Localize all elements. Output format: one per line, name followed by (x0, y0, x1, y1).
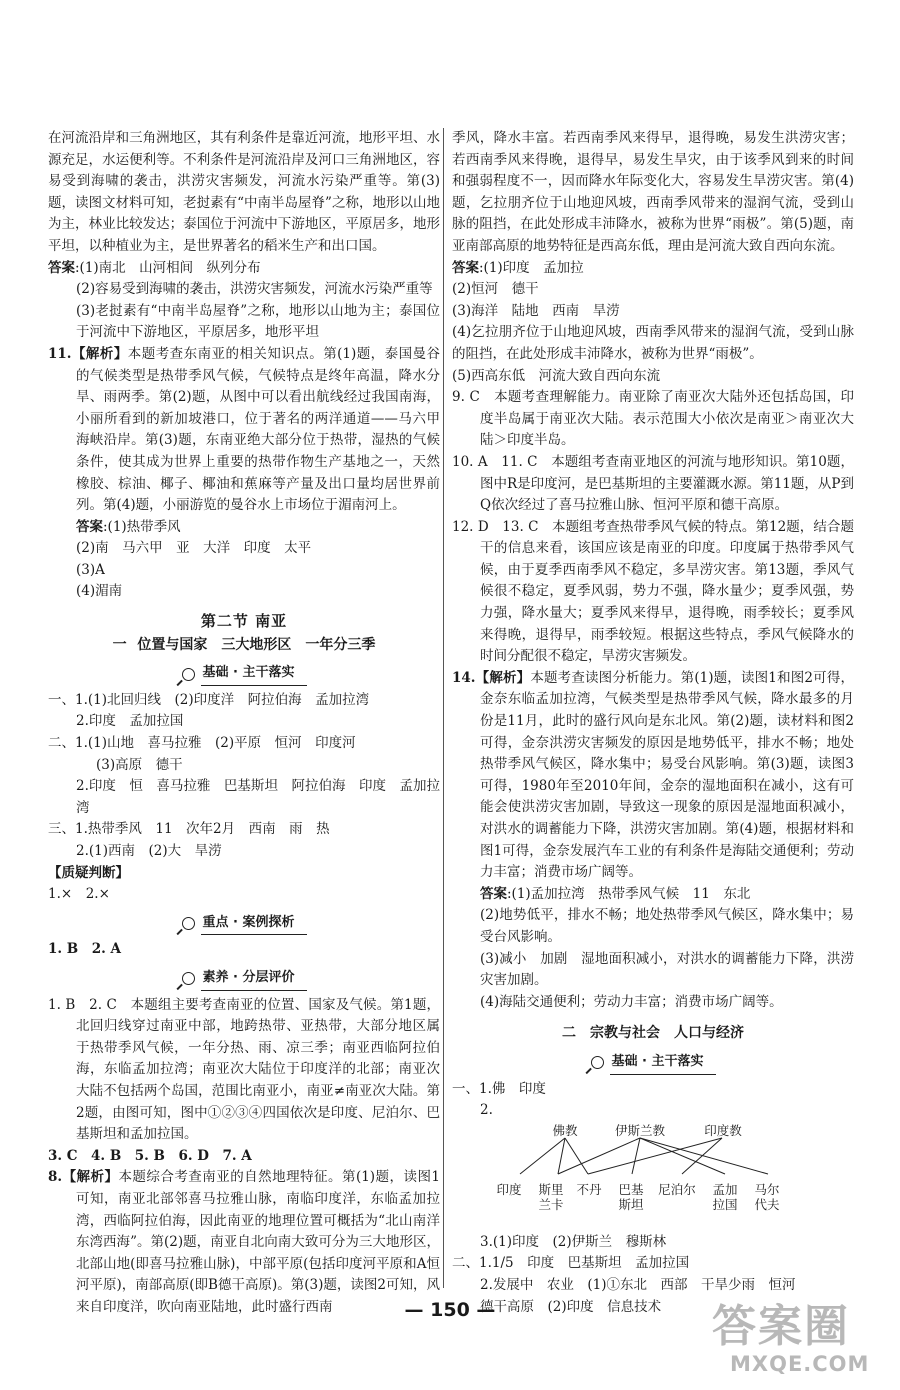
band-label: 素养 · 分层评价 (201, 967, 307, 991)
answer-block (48, 258, 440, 280)
answer-label: 答案 (48, 259, 75, 276)
answer-block (452, 884, 854, 906)
continued-paragraph: 季风，降水丰富。若西南季风来得早，退得晚，易发生洪涝灾害；若西南季风来得晚，退得早，易发生旱灾，由于该季风到来的时间和强弱程度不一，因而降水年际变化大，容易发生旱涝灾害。第(4)题，乞拉朋齐位于山地迎风坡，西南季风带来的湿润气流，受到山脉的阻挡，在此处形成丰沛降水，被称为世界“雨极”。第(5)题，南亚南部高原的地势特征是西高东低，理由是河流大致自西向东流。 (452, 130, 854, 254)
magnifier-icon (182, 972, 195, 985)
answer-line: (2)地势低平，排水不畅；地处热带季风气候区，降水集中；易受台风影响。 (480, 907, 854, 945)
religion-country-diagram (452, 1122, 854, 1230)
question-number: 11. (48, 345, 72, 362)
question-8 (48, 1167, 440, 1318)
answer-line: :(1)南北 山河相间 纵列分布 (75, 259, 261, 276)
diagram-lines (452, 1122, 854, 1230)
watermark-text: 答案圈 (712, 1301, 850, 1352)
judge-label: 【质疑判断】 (48, 864, 129, 881)
country-sri-lanka: 斯里兰卡 (538, 1181, 564, 1212)
answer-line: (2)南 马六甲 亚 大洋 印度 太平 (76, 540, 312, 557)
answer-line: (5)西高东低 河流大致自西向东流 (452, 367, 661, 384)
answer-line: :(1)印度 孟加拉 (479, 259, 584, 276)
basic-line: 3.(1)印度 (2)伊斯兰 穆斯林 (480, 1233, 667, 1250)
section-band-basic (452, 1051, 854, 1075)
left-column (48, 128, 440, 1318)
magnifier-icon (182, 917, 195, 930)
answer-line: (4)海陆交通便利；劳动力丰富；消费市场广阔等。 (480, 993, 783, 1010)
religion-hinduism: 印度教 (704, 1122, 742, 1138)
basic-line: 三、1.热带季风 11 次年2月 西南 雨 热 (48, 821, 330, 838)
analysis-tag: 【解析】 (71, 345, 128, 362)
question-9: 9. C 本题考查理解能力。南亚除了南亚次大陆外还包括岛国，印度半岛属于南亚次大陆。表示范围大小依次是南亚＞南亚次大陆＞印度半岛。 (452, 389, 854, 449)
page-number: — 150 — (404, 1299, 496, 1321)
country-india: 印度 (496, 1181, 522, 1197)
country-nepal: 尼泊尔 (658, 1181, 696, 1197)
answer-label: 答案 (480, 885, 507, 902)
answer-line: (3)海洋 陆地 西南 旱涝 (452, 302, 620, 319)
country-maldives: 马尔代夫 (754, 1181, 780, 1212)
analysis-tag: 【解析】 (475, 669, 531, 686)
answer-line: (2)恒河 德干 (452, 281, 539, 298)
basic-line: 一、1.(1)北回归线 (2)印度洋 阿拉伯海 孟加拉湾 (48, 691, 370, 708)
band-label: 重点 · 案例探析 (201, 912, 307, 936)
basic-line: 德干高原 (2)印度 信息技术 (480, 1298, 662, 1315)
question-12-13: 12. D 13. C 本题组考查热带季风气候的特点。第12题，结合题干的信息来看，该国应该是南亚的印度。印度属于热带季风气候，由于夏季西南季风不稳定，多旱涝灾害。第13题，季风气候很不稳定，夏季风弱，势力不强，降水量少；夏季风强，势力强，降水量大；夏季风来得早，退得晚，雨季较长；夏季风来得晚，退得早，雨季较短。根据这些特点，季风气候降水的时间分配很不稳定，旱涝灾害频发。 (452, 518, 854, 665)
basic-line: 2.发展中 农业 (1)①东北 西部 干旱少雨 恒河 (480, 1276, 796, 1293)
country-pakistan: 巴基斯坦 (618, 1181, 644, 1212)
intro-paragraph: 在河流沿岸和三角洲地区，其有利条件是靠近河流，地形平坦、水源充足，水运便利等。不利条件是河流沿岸及河口三角洲地区，容易受到海啸的袭击，洪涝灾害频发，河流水污染严重等。第(3)题，读图文材料可知，老挝素有“中南半岛屋脊”之称，地形以山地为主，林业比较发达；泰国位于河流中下游地区，平原居多，地形平坦，以种植业为主，是世界著名的稻米生产和出口国。 (48, 130, 440, 254)
analysis-text: 本题考查读图分析能力。第(1)题，读图1和图2可得，金奈东临孟加拉湾，气候类型是热带季风气候，降水最多的月份是11月，此时的盛行风向是东北风。第(2)题，读材料和图2可得，金奈洪涝灾害频发的原因是地势低平，排水不畅；地处热带季风气候区，降水集中；易受台风影响。第(3)题，读图3可得，1980年至2010年间，金奈的湿地面积在减小，这有可能会使洪涝灾害加剧，导致这一现象的原因是湿地面积减小，对洪水的调蓄能力下降，洪涝灾害加剧。第(4)题，根据材料和图1可得，金奈发展汽车工业的有利条件是海陆交通便利；劳动力丰富；消费市场广阔等。 (480, 669, 854, 881)
analysis-text: 本题综合考查南亚的自然地理特征。第(1)题，读图1可知，南亚北部邻喜马拉雅山脉，南临印度洋，东临孟加拉湾，西临阿拉伯海，因此南亚的地理位置可概括为“北山南洋东湾西海”。第(2)题，南亚自北向南大致可分为三大地形区，北部山地(即喜马拉雅山脉)，中部平原(包括印度河平原和A恒河平原)，南部高原(即B德干高原)。第(3)题，读图2可知，风来自印度洋，吹向南亚陆地，此时盛行西南 (76, 1169, 441, 1315)
right-column (452, 128, 854, 1318)
section-band-case (48, 912, 440, 936)
magnifier-icon (591, 1056, 604, 1069)
basic-line: 2.印度 恒 喜马拉雅 巴基斯坦 阿拉伯海 印度 孟加拉湾 (76, 778, 440, 816)
religion-islam: 伊斯兰教 (614, 1122, 665, 1138)
question-number: 8. (48, 1169, 63, 1186)
country-bangladesh: 孟加拉国 (712, 1181, 738, 1212)
analysis-tag: 【解析】 (62, 1169, 119, 1186)
watermark-logo (712, 1302, 882, 1384)
answer-line: (4)乞拉朋齐位于山地迎风坡，西南季风带来的湿润气流，受到山脉的阻挡，在此处形成丰沛降水，被称为世界“雨极”。 (452, 324, 854, 362)
basic-line: (3)高原 德干 (96, 756, 183, 773)
basic-line: 一、1.佛 印度 (452, 1080, 546, 1097)
magnifier-icon (182, 668, 195, 681)
analysis-text: 本题考查东南亚的相关知识点。第(1)题，泰国曼谷的气候类型是热带季风气候，气候特点是终年高温，降水分旱、雨两季。第(2)题，从图中可以看出航线经过我国南海，小丽所看到的新加坡港口，位于著名的两洋通道——马六甲海峡沿岸。第(3)题，东南亚绝大部分位于热带，湿热的气候条件，使其成为世界上重要的热带作物生产基地之一，天然橡胶、棕油、椰子、椰油和蕉麻等产量及出口量均居世界前列。第(4)题，小丽游览的曼谷水上市场位于湄南河上。 (76, 345, 441, 514)
band-label: 基础 · 主干落实 (610, 1051, 716, 1075)
subsection-title: 一 位置与国家 三大地形区 一年分三季 (112, 636, 376, 653)
basic-line: 二、1.(1)山地 喜马拉雅 (2)平原 恒河 印度河 (48, 735, 356, 752)
answer-label: 答案 (452, 259, 479, 276)
answer-label: 答案 (76, 518, 103, 535)
question-10-11: 10. A 11. C 本题组考查南亚地区的河流与地形知识。第10题，图中R是印度河，是巴基斯坦的主要灌溉水源。第11题，从P到Q依次经过了喜马拉雅山脉、恒河平原和德干高原。 (452, 453, 854, 514)
answer-line: (3)老挝素有“中南半岛屋脊”之称，地形以山地为主；泰国位于河流中下游地区，平原居多，地形平坦 (76, 302, 440, 341)
basic-line: 2. (480, 1102, 493, 1119)
section-title: 第二节 南亚 (200, 612, 288, 631)
answer-line: (3)减小 加剧 湿地面积减小，对洪水的调蓄能力下降，洪涝灾害加剧。 (480, 950, 854, 989)
religion-buddhism: 佛教 (552, 1122, 578, 1138)
band-label: 基础 · 主干落实 (201, 662, 307, 686)
watermark-url: MXQE.COM (730, 1352, 870, 1376)
eval-paragraph: 1. B 2. C 本题组主要考查南亚的位置、国家及气候。第1题，北回归线穿过南亚中部，地跨热带、亚热带，大部分地区属于热带季风气候，一年分热、雨、凉三季；南亚西临阿拉伯海，东临孟加拉湾；南亚次大陆位于印度洋的北部；南亚次大陆不包括两个岛国，范围比南亚小，南亚≠南亚次大陆。第2题，由图可知，图中①②③④四国依次是印度、尼泊尔、巴基斯坦和孟加拉国。 (48, 996, 440, 1143)
answer-block (452, 258, 854, 280)
subsection-title: 二 宗教与社会 人口与经济 (562, 1025, 744, 1042)
judge-answer: 1.× 2.× (48, 886, 110, 903)
answer-line: (3)A (76, 561, 105, 578)
section-band-eval (48, 967, 440, 991)
question-11 (48, 344, 440, 517)
country-bhutan: 不丹 (576, 1181, 602, 1197)
answer-line: (4)湄南 (76, 583, 123, 600)
basic-line: 二、1.1/5 印度 巴基斯坦 孟加拉国 (452, 1255, 690, 1272)
case-answers: 1. B 2. A (48, 941, 121, 958)
basic-line: 2.印度 孟加拉国 (76, 713, 184, 730)
answer-block (48, 517, 440, 539)
question-14 (452, 668, 854, 884)
question-number: 14. (452, 669, 476, 686)
column-divider (443, 128, 444, 1288)
section-band-basic (48, 662, 440, 686)
answer-line: :(1)热带季风 (103, 518, 181, 535)
eval-answers: 3. C 4. B 5. B 6. D 7. A (48, 1147, 252, 1164)
answer-line: (2)容易受到海啸的袭击，洪涝灾害频发，河流水污染严重等 (76, 281, 433, 298)
basic-line: 2.(1)西南 (2)大 旱涝 (76, 843, 222, 859)
answer-line: :(1)孟加拉湾 热带季风气候 11 东北 (507, 885, 751, 902)
